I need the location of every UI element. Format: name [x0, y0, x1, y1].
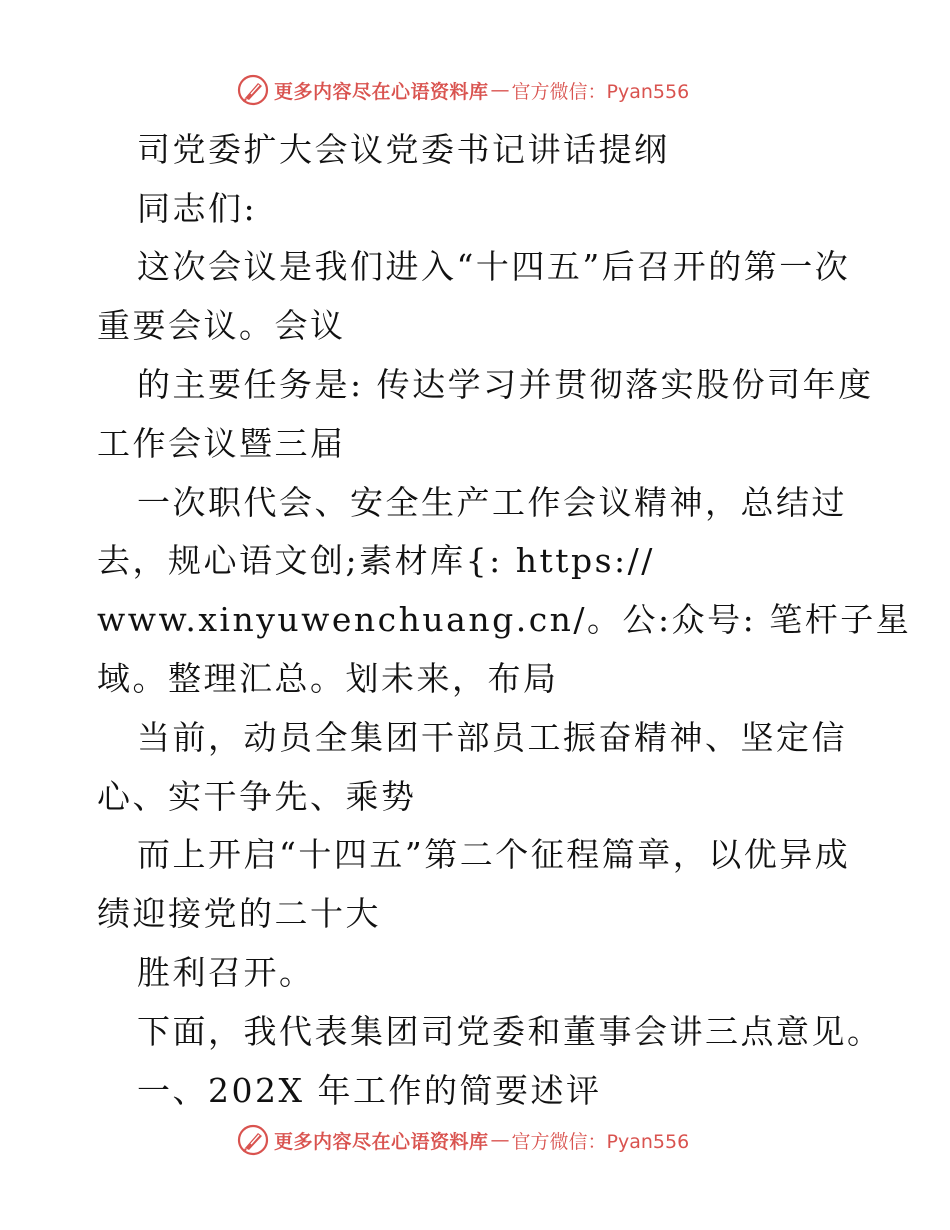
banner-contact-text: 官方微信：Pyan556	[511, 80, 690, 103]
document-title: 司党委扩大会议党委书记讲话提纲	[137, 129, 670, 169]
banner-contact-text: 官方微信：Pyan556	[511, 1130, 690, 1153]
salutation: 同志们:	[137, 188, 258, 228]
body-line: 绩迎接党的二十大	[97, 894, 381, 934]
body-line: www.xinyuwenchuang.cn/。公:众号: 笔杆子星	[97, 600, 912, 640]
body-line: 心、实干争先、乘势	[97, 776, 417, 816]
body-line: 重要会议。会议	[97, 306, 346, 346]
body-line: 下面，我代表集团司党委和董事会讲三点意见。	[137, 1011, 883, 1051]
section-heading: 一、202X 年工作的简要述评	[137, 1070, 602, 1110]
body-line: 一次职代会、安全生产工作会议精神，总结过	[137, 482, 847, 522]
quill-pen-logo-icon	[236, 1123, 270, 1157]
header-watermark-banner	[236, 73, 689, 107]
body-line: 的主要任务是: 传达学习并贯彻落实股份司年度	[137, 365, 874, 405]
quill-pen-logo-icon	[236, 73, 270, 107]
banner-brand-text: 更多内容尽在心语资料库	[274, 1130, 489, 1153]
body-line: 这次会议是我们进入“十四五”后召开的第一次	[137, 247, 851, 287]
banner-separator: —	[490, 1129, 510, 1151]
body-line: 胜利召开。	[137, 953, 315, 993]
footer-watermark-banner	[236, 1123, 689, 1157]
body-line: 工作会议暨三届	[97, 423, 346, 463]
body-line: 当前，动员全集团干部员工振奋精神、坚定信	[137, 717, 847, 757]
document-body	[97, 120, 912, 1120]
body-line: 而上开启“十四五”第二个征程篇章，以优异成	[137, 835, 851, 875]
banner-brand-text: 更多内容尽在心语资料库	[274, 80, 489, 103]
body-line: 域。整理汇总。划未来，布局	[97, 659, 559, 699]
banner-separator: —	[490, 79, 510, 101]
body-line: 去，规心语文创;素材库{: https://	[97, 541, 655, 581]
